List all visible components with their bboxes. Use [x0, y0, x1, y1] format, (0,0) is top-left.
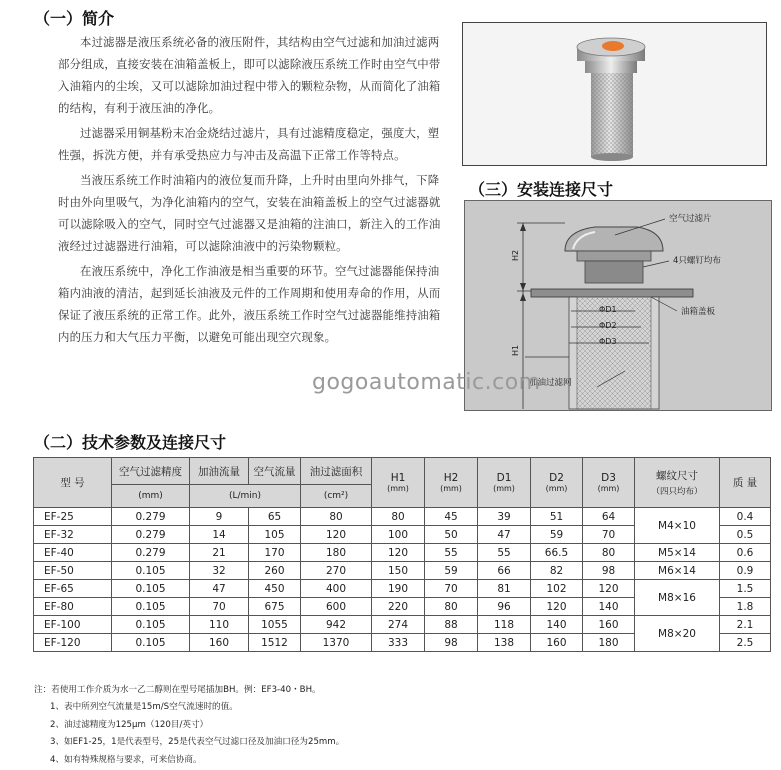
table-row: [34, 562, 771, 580]
cell-oil-flow: 70: [190, 598, 249, 616]
table-row: [34, 580, 771, 598]
cell-mass: 0.6: [720, 544, 771, 562]
note-2: 2、油过滤精度为125μm（120目/英寸）: [50, 719, 209, 730]
col-h1-label: H1: [390, 472, 406, 484]
cell-d1: 118: [478, 616, 531, 634]
col-oil-flow: 加油流量: [190, 458, 249, 485]
col-oil-area: 油过滤面积: [301, 458, 372, 485]
install-heading: （三）安装连接尺寸: [469, 180, 614, 199]
col-thread-label: 螺纹尺寸: [656, 470, 698, 482]
cell-precision: 0.279: [112, 526, 190, 544]
label-h2: H2: [511, 249, 521, 262]
cell-area: 180: [301, 544, 372, 562]
col-d3: [583, 458, 635, 508]
specs-heading: （二）技术参数及连接尺寸: [34, 433, 227, 452]
note-4: 4、如有特殊规格与要求，可来信协商。: [50, 754, 202, 765]
label-air-filter: 空气过滤片: [669, 214, 712, 224]
cell-h2: 70: [425, 580, 478, 598]
label-oil-mesh: 加油过滤网: [529, 378, 572, 388]
cell-d3: 180: [583, 634, 635, 652]
col-air-flow: 空气流量: [249, 458, 301, 485]
cell-air-flow: 105: [249, 526, 301, 544]
cell-d1: 39: [478, 508, 531, 526]
cell-oil-flow: 14: [190, 526, 249, 544]
cell-thread: M8×16: [635, 580, 720, 616]
cell-thread: M5×14: [635, 544, 720, 562]
col-h2: [425, 458, 478, 508]
watermark: gogoautomatic.com: [312, 370, 541, 395]
cell-d1: 96: [478, 598, 531, 616]
cell-model: EF-25: [34, 508, 112, 526]
cell-area: 120: [301, 526, 372, 544]
intro-paragraph-1: 本过滤器是液压系统必备的液压附件，其结构由空气过滤和加油过滤两部分组成，直接安装在油箱盖板上，即可以滤除液压系统工作时由空气中带入油箱内的尘埃，又可以滤除加油过程中带入的颗粒杂物，从而简化了油箱的结构，有利于液压油的净化。: [58, 35, 441, 115]
cell-d2: 59: [531, 526, 583, 544]
cell-h2: 45: [425, 508, 478, 526]
cell-air-flow: 65: [249, 508, 301, 526]
cell-thread: M8×20: [635, 616, 720, 652]
cell-d3: 98: [583, 562, 635, 580]
intro-paragraph-2: 过滤器采用铜基粉末冶金烧结过滤片，具有过滤精度稳定，强度大，塑性强，拆洗方便，并有承受热应力与冲击及高温下正常工作等特点。: [58, 126, 440, 162]
cell-model: EF-32: [34, 526, 112, 544]
cell-oil-flow: 9: [190, 508, 249, 526]
cell-air-flow: 1512: [249, 634, 301, 652]
cell-h1: 100: [372, 526, 425, 544]
cell-precision: 0.279: [112, 544, 190, 562]
cell-model: EF-65: [34, 580, 112, 598]
col-d1: [478, 458, 531, 508]
cell-mass: 1.5: [720, 580, 771, 598]
col-h2-label: H2: [443, 472, 459, 484]
intro-paragraph-4: 在液压系统中，净化工作油液是相当重要的环节。空气过滤器能保持油箱内油液的清洁，起到延长油液及元件的工作周期和使用寿命的作用，从而保证了液压系统的正常工作。此外，液压系统工作时空气过滤器能维持油箱内的压力和大气压力平衡，以避免可能出现空穴现象。: [58, 264, 441, 344]
cell-precision: 0.279: [112, 508, 190, 526]
col-d1-label: D1: [496, 472, 512, 484]
col-d2-label: D2: [549, 472, 564, 484]
product-photo: [462, 22, 767, 166]
cell-d3: 80: [583, 544, 635, 562]
cell-mass: 0.5: [720, 526, 771, 544]
cell-model: EF-40: [34, 544, 112, 562]
col-d3-unit: (mm): [597, 484, 620, 493]
label-d2: ΦD2: [599, 321, 617, 330]
air-filter-photo-icon: [463, 23, 766, 165]
cell-d3: 120: [583, 580, 635, 598]
cell-precision: 0.105: [112, 580, 190, 598]
cell-area: 600: [301, 598, 372, 616]
cell-mass: 2.1: [720, 616, 771, 634]
cell-h1: 190: [372, 580, 425, 598]
note-3: 3、如EF1-25，1是代表型号，25是代表空气过滤口径及加油口径为25mm。: [50, 737, 345, 748]
cell-thread: M6×14: [635, 562, 720, 580]
cell-oil-flow: 21: [190, 544, 249, 562]
cell-precision: 0.105: [112, 598, 190, 616]
cell-h1: 333: [372, 634, 425, 652]
cell-d1: 66: [478, 562, 531, 580]
cell-mass: 0.4: [720, 508, 771, 526]
unit-mm: (mm): [112, 485, 190, 508]
cell-h2: 98: [425, 634, 478, 652]
cell-oil-flow: 160: [190, 634, 249, 652]
cell-air-flow: 260: [249, 562, 301, 580]
cell-h2: 88: [425, 616, 478, 634]
cell-h2: 55: [425, 544, 478, 562]
cell-model: EF-50: [34, 562, 112, 580]
cell-d2: 102: [531, 580, 583, 598]
col-thread-sub: （四只均布）: [651, 487, 703, 497]
cell-precision: 0.105: [112, 634, 190, 652]
cell-h1: 120: [372, 544, 425, 562]
cell-air-flow: 450: [249, 580, 301, 598]
cell-area: 400: [301, 580, 372, 598]
cell-h1: 150: [372, 562, 425, 580]
cell-mass: 0.9: [720, 562, 771, 580]
cell-d2: 140: [531, 616, 583, 634]
col-d1-unit: (mm): [493, 484, 515, 493]
cell-air-flow: 170: [249, 544, 301, 562]
cell-h2: 80: [425, 598, 478, 616]
table-header-row: [34, 458, 771, 485]
cell-precision: 0.105: [112, 562, 190, 580]
cell-d1: 55: [478, 544, 531, 562]
intro-heading: （一）简介: [34, 9, 115, 28]
col-model: 型 号: [34, 458, 112, 508]
cell-area: 80: [301, 508, 372, 526]
cell-h2: 59: [425, 562, 478, 580]
cell-model: EF-120: [34, 634, 112, 652]
cell-d1: 47: [478, 526, 531, 544]
cell-d2: 160: [531, 634, 583, 652]
cell-mass: 2.5: [720, 634, 771, 652]
cell-d3: 64: [583, 508, 635, 526]
col-h2-unit: (mm): [440, 484, 462, 493]
cell-precision: 0.105: [112, 616, 190, 634]
cell-model: EF-80: [34, 598, 112, 616]
note-1: 1、表中所列空气流量是15m/S空气流速时的值。: [50, 702, 238, 713]
col-d2: [531, 458, 583, 508]
cell-d1: 81: [478, 580, 531, 598]
cell-h1: 220: [372, 598, 425, 616]
label-d1: ΦD1: [599, 305, 617, 314]
cell-thread: M4×10: [635, 508, 720, 544]
label-tank-cover: 油箱盖板: [681, 307, 716, 317]
cell-d2: 120: [531, 598, 583, 616]
col-air-precision: 空气过滤精度: [112, 458, 190, 485]
cell-air-flow: 1055: [249, 616, 301, 634]
col-thread: [635, 458, 720, 508]
intro-text: [58, 31, 442, 348]
label-h1: H1: [511, 344, 521, 357]
table-row: [34, 616, 771, 634]
unit-cm2: (cm²): [301, 485, 372, 508]
cell-mass: 1.8: [720, 598, 771, 616]
cell-oil-flow: 32: [190, 562, 249, 580]
cell-d2: 82: [531, 562, 583, 580]
spec-table: [33, 457, 771, 652]
col-mass: 质 量: [720, 458, 771, 508]
label-screws: 4只螺钉均布: [673, 256, 721, 266]
cell-area: 1370: [301, 634, 372, 652]
table-row: [34, 544, 771, 562]
unit-lmin: (L/min): [190, 485, 301, 508]
cell-area: 942: [301, 616, 372, 634]
table-row: [34, 508, 771, 526]
cell-d3: 70: [583, 526, 635, 544]
cell-d3: 160: [583, 616, 635, 634]
notes: [34, 682, 344, 769]
cell-d2: 66.5: [531, 544, 583, 562]
cell-oil-flow: 47: [190, 580, 249, 598]
cell-d3: 140: [583, 598, 635, 616]
col-h1-unit: (mm): [387, 484, 409, 493]
cell-d1: 138: [478, 634, 531, 652]
cell-h2: 50: [425, 526, 478, 544]
intro-paragraph-3: 当液压系统工作时油箱内的液位复而升降，上升时由里向外排气，下降时由外向里吸气，为净化油箱内的空气，安装在油箱盖板上的空气过滤器就可以滤除吸入的空气，同时空气过滤器又是油箱的注油口，新注入的工作油液经过过滤器进行油箱，可以滤除油液中的污染物颗粒。: [58, 173, 441, 253]
cell-air-flow: 675: [249, 598, 301, 616]
col-d2-unit: (mm): [545, 484, 568, 493]
note-intro: 注：若使用工作介质为水一乙二醇则在型号尾插加BH。例：EF3-40・BH。: [34, 685, 321, 695]
cell-d2: 51: [531, 508, 583, 526]
cell-model: EF-100: [34, 616, 112, 634]
cell-area: 270: [301, 562, 372, 580]
col-h1: [372, 458, 425, 508]
cell-oil-flow: 110: [190, 616, 249, 634]
cell-h1: 274: [372, 616, 425, 634]
cell-h1: 80: [372, 508, 425, 526]
label-d3: ΦD3: [599, 337, 617, 346]
col-d3-label: D3: [601, 472, 616, 484]
